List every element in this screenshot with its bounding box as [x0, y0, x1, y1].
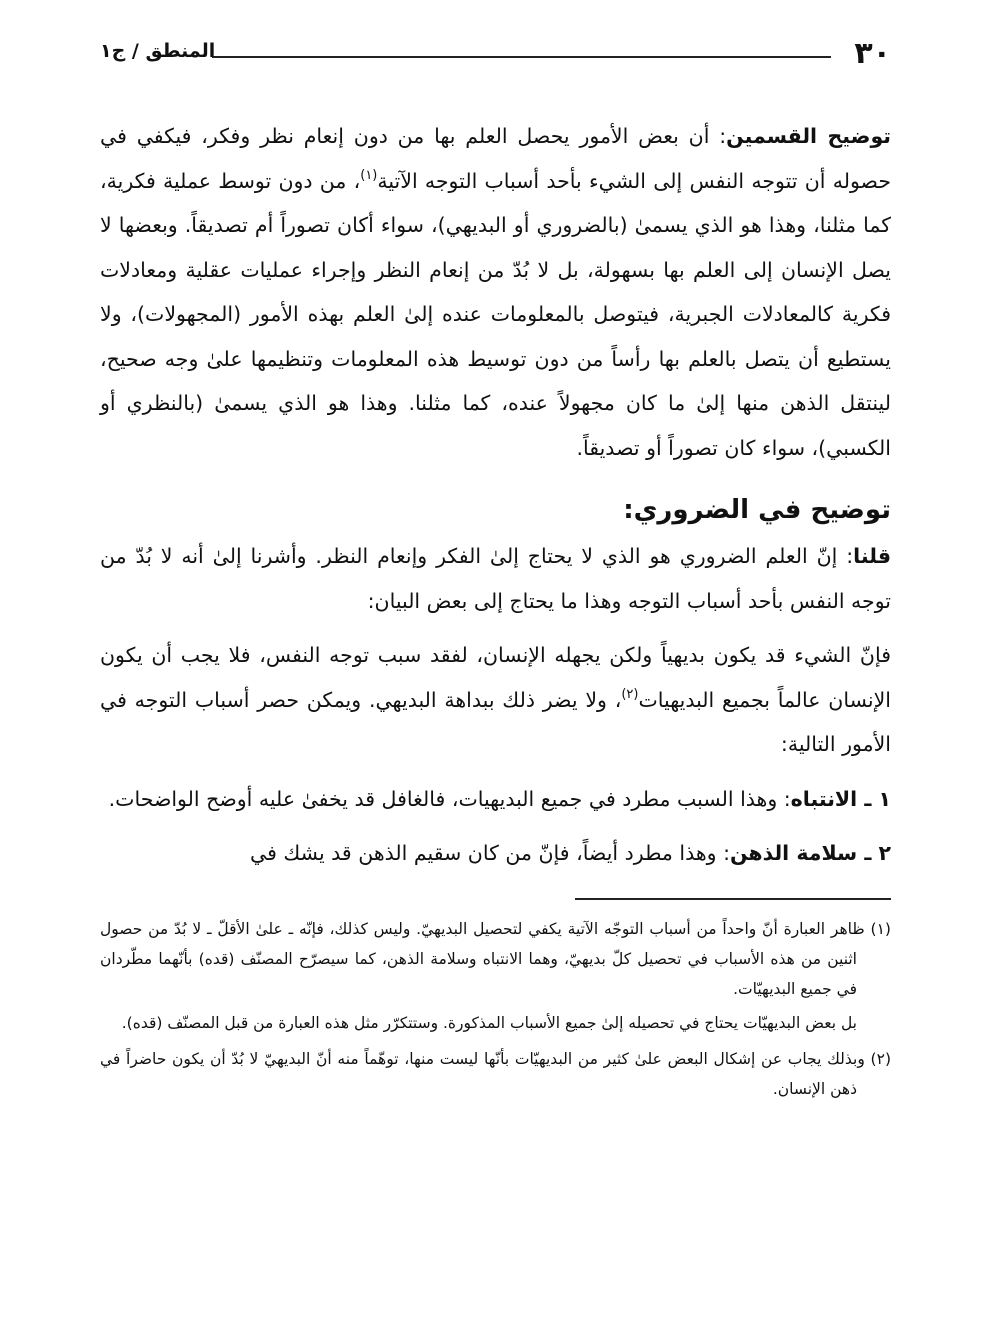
paragraph-self-evident [100, 633, 891, 767]
paragraph-we-said [100, 534, 891, 623]
footnote-text: ظاهر العبارة أنّ واحداً من أسباب التوجّه الآتية يكفي لتحصيل البديهيّ. وليس كذلك، فإنّه ـ علىٰ الأقلّ ـ لا بُدّ من حصول اثنين من هذه الأسباب في تحصيل كلّ بديهيّ، وهما الانتباه وسلامة الذهن، كما سيصرّح المصنّف (قده) بأنّهما مطّردان في جميع البديهيّات. [100, 919, 865, 998]
page-number: ٣٠ [854, 36, 891, 71]
footnote-2 [100, 1044, 891, 1104]
footnotes [100, 914, 891, 1104]
item-label-sound-mind: ٢ ـ سلامة الذهن [729, 841, 891, 865]
header-rule [212, 56, 831, 58]
paragraph-text: ، ولا يضر ذلك ببداهة البديهي. ويمكن حصر أسباب التوجه في الأمور التالية: [100, 687, 891, 756]
item-text: : وهذا مطرد أيضاً، فإنّ من كان سقيم الذهن قد يشك في [249, 841, 730, 865]
footnote-marker: (١) [870, 919, 891, 938]
footnote-marker: (٢) [870, 1049, 891, 1068]
footnote-1-continuation: بل بعض البديهيّات يحتاج في تحصيله إلىٰ جميع الأسباب المذكورة. وستتكرّر مثل هذه العبارة من قبل المصنّف (قده). [121, 1013, 857, 1032]
paragraph-text: : إنّ العلم الضروري هو الذي لا يحتاج إلىٰ الفكر وإنعام النظر. وأشرنا إلىٰ أنه لا بُدّ من توجه النفس بأحد أسباب التوجه وهذا ما يحتاج إلى بعض البيان: [100, 544, 891, 613]
page-header [100, 30, 891, 70]
paragraph-text: : أن بعض الأمور يحصل العلم بها من دون إنعام نظر وفكر، فيكفي في حصوله أن تتوجه النفس إلى الشيء بأحد أسباب التوجه الآتية [100, 124, 891, 193]
section-heading: توضيح في الضروري: [623, 495, 891, 525]
paragraph-two-types [100, 114, 891, 470]
list-item-attention [100, 777, 891, 822]
main-text [100, 114, 891, 876]
paragraph-text: فإنّ الشيء قد يكون بديهياً ولكن يجهله الإنسان، لفقد سبب توجه النفس، فلا يجب أن يكون الإنسان عالماً بجميع البديهيات [100, 643, 891, 712]
footnote-1 [100, 914, 891, 1004]
footnote-ref-2[interactable]: (٢) [621, 686, 639, 702]
running-title: المنطق / ج١ [100, 40, 216, 62]
paragraph-text: ، من دون توسط عملية فكرية، كما مثلنا، وهذا هو الذي يسمىٰ (بالضروري أو البديهي)، سواء أكان تصوراً أم تصديقاً. وبعضها لا يصل الإنسان إلى العلم بها بسهولة، بل لا بُدّ من إنعام النظر وإجراء عمليات عقلية ومعادلات فكرية كالمعادلات الجبرية، فيتوصل بالمعلومات عنده إلىٰ العلم بهذه الأمور (المجهولات)، ولا يستطيع أن يتصل بالعلم بها رأساً من دون توسيط هذه المعلومات وتنظيمها علىٰ وجه صحيح، لينتقل الذهن منها إلىٰ ما كان مجهولاً عنده، كما مثلنا. وهذا هو الذي يسمىٰ (بالنظري أو الكسبي)، سواء كان تصوراً أو تصديقاً. [100, 168, 891, 460]
term-two-types: توضيح القسمين [726, 124, 891, 148]
footnote-separator [575, 898, 891, 900]
list-item-sound-mind [100, 831, 891, 876]
footnote-ref-1[interactable]: (١) [360, 167, 378, 183]
item-label-attention: ١ ـ الانتباه [790, 786, 891, 811]
term-we-said: قلنا [853, 544, 891, 568]
item-text: : وهذا السبب مطرد في جميع البديهيات، فالغافل قد يخفىٰ عليه أوضح الواضحات. [108, 786, 791, 811]
footnote-text: وبذلك يجاب عن إشكال البعض علىٰ كثير من البديهيّات بأنّها ليست منها، توهّماً منه أنّ البديهيّ لا بُدّ أن يكون حاضراً في ذهن الإنسان. [100, 1049, 865, 1098]
